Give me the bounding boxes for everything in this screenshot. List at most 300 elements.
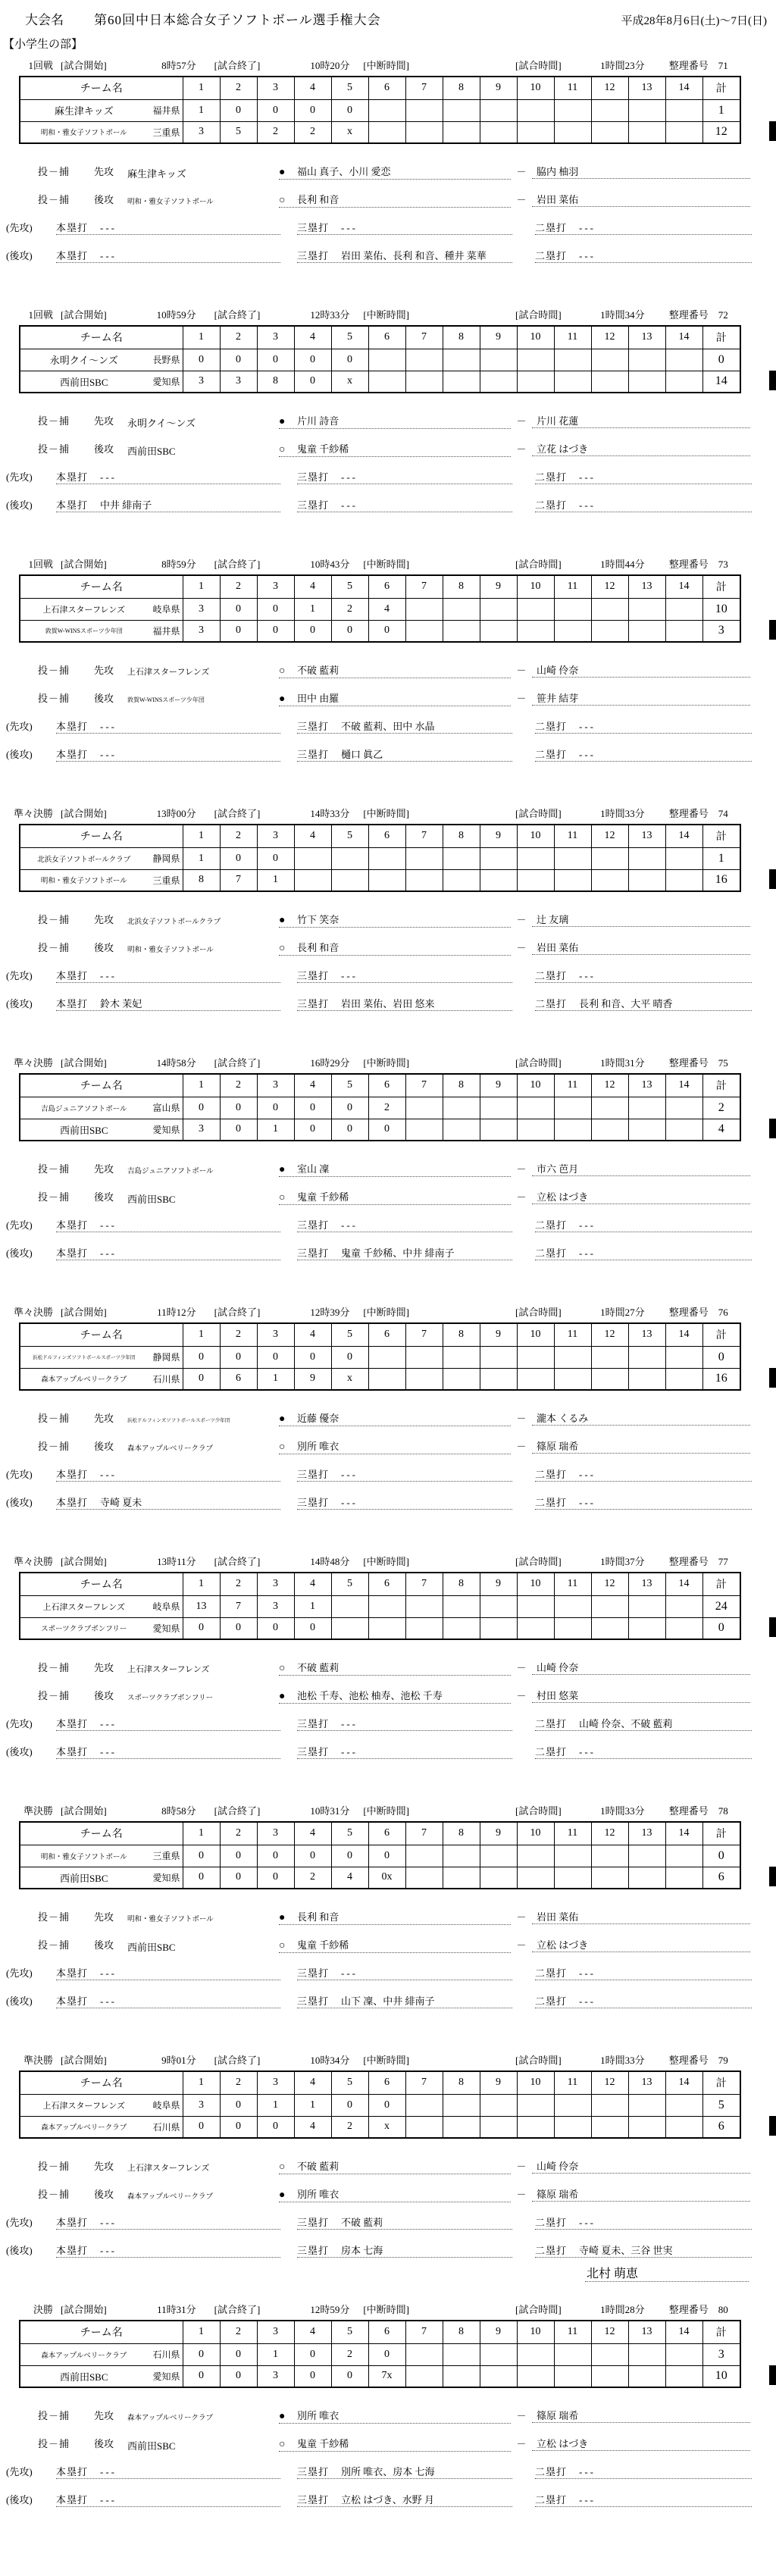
pitcher-names: 別所 唯衣 <box>297 1441 340 1452</box>
pitcher-field <box>279 192 511 208</box>
start-time-label: [試合開始] <box>61 2304 107 2315</box>
battery-separator: － <box>516 443 527 455</box>
inning-cell <box>443 2343 480 2365</box>
team-name: 西前田SBC <box>59 2371 108 2383</box>
start-time-label: [試合開始] <box>61 1307 107 1318</box>
round-label: 決勝 <box>33 2304 53 2315</box>
inning-column-header: 11 <box>554 2071 591 2094</box>
win-loss-mark: ○ <box>279 1441 286 1453</box>
game-block <box>0 2302 776 2510</box>
catcher-field <box>532 413 750 428</box>
duration-value: 1時間28分 <box>600 2304 645 2315</box>
inning-cell: 0 <box>183 1368 220 1390</box>
battery-separator: － <box>516 1163 527 1175</box>
catcher-name: 市六 芭月 <box>537 1163 579 1175</box>
battery-team-name: 明和・雅女子ソフトボール <box>127 199 214 206</box>
interruption-label: [中断時間] <box>363 559 410 570</box>
double-value: --- <box>579 250 596 261</box>
team-prefecture: 石川県 <box>152 1373 180 1385</box>
team-cell-content <box>20 2099 183 2111</box>
inning-cell: 0 <box>257 847 294 869</box>
inning-cell <box>628 598 665 620</box>
end-time-label: [試合終了] <box>214 2304 261 2315</box>
inning-column-header: 1 <box>183 2321 220 2343</box>
homerun-label: 本塁打 <box>56 222 89 233</box>
inning-column-header: 8 <box>443 2321 480 2343</box>
battery-row <box>38 441 776 459</box>
triple-field <box>297 1466 512 1482</box>
battery-side-label: 後攻 <box>94 443 114 455</box>
game-header <box>0 806 776 821</box>
battery-side-label: 先攻 <box>94 1911 114 1923</box>
inning-column-header: 3 <box>257 1822 294 1845</box>
total-column-header: 計 <box>702 1074 740 1097</box>
battery-team-name: 森本アップルベリークラブ <box>127 1445 213 1453</box>
page-edge-mark <box>769 1119 776 1138</box>
pitcher-field <box>279 164 511 180</box>
serial-number-label: 整理番号 <box>668 2055 709 2066</box>
inning-cell <box>628 121 665 143</box>
inning-cell <box>665 1617 702 1639</box>
start-time-label: [試合開始] <box>61 1805 107 1817</box>
triple-value: --- <box>341 1469 358 1480</box>
team-prefecture: 静岡県 <box>152 853 180 864</box>
triple-field <box>297 1716 512 1731</box>
team-cell <box>20 371 183 393</box>
inning-cell: 3 <box>220 371 257 393</box>
triple-value: 立松 はづき、水野 月 <box>341 2494 434 2506</box>
hits-side-label: (先攻) <box>6 970 33 981</box>
inning-cell: 0 <box>257 1867 294 1889</box>
inning-column-header: 6 <box>368 77 405 99</box>
inning-cell: 0 <box>183 2343 220 2365</box>
score-table <box>19 574 741 643</box>
inning-cell: 2 <box>331 598 368 620</box>
triple-value: --- <box>341 1219 358 1231</box>
inning-cell: 0 <box>183 1845 220 1867</box>
homerun-field <box>56 2464 280 2479</box>
homerun-value: 中井 緋南子 <box>100 499 152 511</box>
inning-cell <box>628 2094 665 2116</box>
inning-cell: 0x <box>368 1867 405 1889</box>
catcher-field <box>532 690 750 706</box>
inning-cell <box>665 2365 702 2387</box>
battery-team-name: 浜松ドルフィンズソフトボールスポーツ少年団 <box>127 1417 230 1423</box>
catcher-field <box>532 912 750 927</box>
inning-column-header: 11 <box>554 1074 591 1097</box>
battery-label: 投－捕 <box>38 1163 70 1175</box>
double-value: --- <box>579 721 596 732</box>
hits-side-label: (後攻) <box>6 499 33 511</box>
inning-cell <box>554 2116 591 2138</box>
inning-cell <box>443 847 480 869</box>
battery-team-name: 明和・雅女子ソフトボール <box>127 947 214 954</box>
score-table <box>19 1322 741 1391</box>
pitcher-field <box>279 2436 511 2452</box>
catcher-name: 村田 悠菜 <box>537 1690 579 1701</box>
inning-column-header: 12 <box>591 1573 628 1595</box>
inning-cell <box>405 2365 443 2387</box>
serial-number-value: 76 <box>718 1307 728 1318</box>
battery-separator: － <box>516 2410 527 2421</box>
team-cell-content <box>20 624 183 637</box>
inning-cell: 2 <box>368 1097 405 1119</box>
battery-row <box>38 413 776 431</box>
inning-column-header: 10 <box>517 2321 554 2343</box>
team-row <box>20 1346 740 1368</box>
inning-cell: 0 <box>294 1119 331 1141</box>
win-loss-mark: ○ <box>279 2161 286 2173</box>
inning-cell: 0 <box>331 1346 368 1368</box>
inning-cell: 0 <box>294 99 331 121</box>
serial-number-value: 77 <box>718 1556 728 1567</box>
inning-column-header: 13 <box>628 1323 665 1346</box>
team-row <box>20 869 740 891</box>
triple-label: 三塁打 <box>297 471 330 483</box>
team-total: 16 <box>702 1368 740 1390</box>
inning-cell <box>591 1595 628 1617</box>
inning-column-header: 4 <box>294 1323 331 1346</box>
inning-cell <box>405 349 443 371</box>
inning-column-header: 12 <box>591 77 628 99</box>
end-time-value: 12時33分 <box>310 309 350 321</box>
team-name: 敦賀W-WINSスポーツ少年団 <box>45 627 123 634</box>
hits-continuation-row <box>0 2264 776 2282</box>
battery-separator: － <box>516 1413 527 1424</box>
battery-side-label: 後攻 <box>94 942 114 953</box>
battery-side-label: 後攻 <box>94 194 114 205</box>
inning-cell <box>665 1595 702 1617</box>
inning-cell: 1 <box>183 99 220 121</box>
serial-number-label: 整理番号 <box>668 1307 709 1318</box>
inning-column-header: 11 <box>554 1323 591 1346</box>
double-value: --- <box>579 471 596 483</box>
triple-label: 三塁打 <box>297 721 330 732</box>
homerun-field <box>56 248 280 263</box>
battery-separator: － <box>516 2438 527 2449</box>
inning-column-header: 5 <box>331 1573 368 1595</box>
double-field <box>535 469 752 484</box>
inning-cell <box>443 620 480 642</box>
inning-cell <box>665 2116 702 2138</box>
inning-column-header: 2 <box>220 1822 257 1845</box>
team-total: 0 <box>702 1346 740 1368</box>
extra-base-hits-row <box>0 1217 776 1235</box>
double-field <box>535 1716 752 1731</box>
inning-column-header: 7 <box>405 326 443 349</box>
team-name: 森本アップルベリークラブ <box>41 2352 127 2360</box>
homerun-field <box>56 1245 280 1260</box>
double-field <box>535 1495 752 1510</box>
inning-cell: 13 <box>183 1595 220 1617</box>
inning-column-header: 6 <box>368 1323 405 1346</box>
extra-base-hits-row <box>0 220 776 238</box>
inning-column-header: 10 <box>517 77 554 99</box>
catcher-name: 山崎 伶奈 <box>537 1662 579 1673</box>
homerun-value: --- <box>100 2245 117 2256</box>
homerun-value: --- <box>100 1469 117 1480</box>
inning-column-header: 13 <box>628 1074 665 1097</box>
team-name-column-header: チーム名 <box>20 575 183 598</box>
homerun-label: 本塁打 <box>56 1247 89 1259</box>
double-field <box>535 1217 752 1232</box>
inning-column-header: 9 <box>480 825 517 847</box>
inning-cell <box>591 598 628 620</box>
inning-cell <box>294 847 331 869</box>
inning-cell <box>517 2343 554 2365</box>
double-value: --- <box>579 1497 596 1508</box>
inning-column-header: 4 <box>294 1573 331 1595</box>
inning-column-header: 6 <box>368 1573 405 1595</box>
game-block <box>0 307 776 515</box>
inning-cell: 7x <box>368 2365 405 2387</box>
double-value: --- <box>579 222 596 233</box>
battery-side-label: 後攻 <box>94 2438 114 2449</box>
team-name: 北浜女子ソフトボールクラブ <box>37 856 131 864</box>
team-total: 5 <box>702 2094 740 2116</box>
catcher-name: 立松 はづき <box>537 1191 589 1203</box>
inning-cell <box>628 1119 665 1141</box>
inning-cell <box>665 1368 702 1390</box>
inning-cell <box>443 1119 480 1141</box>
homerun-label: 本塁打 <box>56 2217 89 2228</box>
inning-cell: 3 <box>183 121 220 143</box>
score-table <box>19 76 741 144</box>
inning-column-header: 11 <box>554 326 591 349</box>
homerun-field <box>56 469 280 484</box>
catcher-field <box>532 2408 750 2423</box>
inning-column-header: 13 <box>628 2071 665 2094</box>
duration-label: [試合時間] <box>515 1556 562 1567</box>
inning-column-header: 8 <box>443 1074 480 1097</box>
page-edge-mark <box>769 121 776 141</box>
inning-cell <box>443 1097 480 1119</box>
win-loss-mark: ● <box>279 1413 286 1425</box>
inning-cell <box>517 620 554 642</box>
triple-field <box>297 2492 512 2507</box>
inning-cell: 1 <box>257 1368 294 1390</box>
inning-cell <box>591 847 628 869</box>
inning-column-header: 3 <box>257 77 294 99</box>
inning-cell <box>554 869 591 891</box>
inning-column-header: 13 <box>628 1573 665 1595</box>
inning-cell <box>628 1617 665 1639</box>
battery-label: 投－捕 <box>38 443 70 455</box>
hits-side-label: (先攻) <box>6 1718 33 1729</box>
team-total: 3 <box>702 620 740 642</box>
homerun-field <box>56 497 280 512</box>
team-cell <box>20 99 183 121</box>
homerun-label: 本塁打 <box>56 970 89 981</box>
inning-column-header: 1 <box>183 1323 220 1346</box>
inning-cell <box>480 2343 517 2365</box>
team-name: 浜松ドルフィンズソフトボールスポーツ少年団 <box>33 1355 136 1360</box>
inning-column-header: 4 <box>294 825 331 847</box>
serial-number-label: 整理番号 <box>668 1805 709 1817</box>
double-label: 二塁打 <box>535 1469 568 1480</box>
duration-value: 1時間33分 <box>600 2055 645 2066</box>
inning-cell <box>628 2365 665 2387</box>
inning-column-header: 13 <box>628 575 665 598</box>
end-time-value: 10時34分 <box>310 2055 350 2066</box>
score-table <box>19 325 741 393</box>
hits-side-label: (後攻) <box>6 2245 33 2256</box>
double-value: --- <box>579 749 596 760</box>
team-name: 麻生津キッズ <box>54 105 114 117</box>
start-time-label: [試合開始] <box>61 2055 107 2066</box>
inning-cell <box>405 2116 443 2138</box>
duration-label: [試合時間] <box>515 1057 562 1069</box>
total-column-header: 計 <box>702 575 740 598</box>
inning-cell: 0 <box>331 2365 368 2387</box>
double-label: 二塁打 <box>535 1497 568 1508</box>
inning-cell <box>480 598 517 620</box>
battery-team-name: 上石津スターフレンズ <box>127 1665 210 1674</box>
round-label: 1回戦 <box>28 559 53 570</box>
inning-cell <box>554 99 591 121</box>
team-row <box>20 1119 740 1141</box>
interruption-label: [中断時間] <box>363 1307 410 1318</box>
inning-column-header: 13 <box>628 326 665 349</box>
hits-side-label: (後攻) <box>6 250 33 261</box>
catcher-name: 片川 花蓮 <box>537 415 579 427</box>
catcher-field <box>532 2436 750 2451</box>
team-cell-content <box>20 1351 183 1363</box>
pitcher-names: 別所 唯衣 <box>297 2189 340 2200</box>
battery-side-label: 先攻 <box>94 1662 114 1673</box>
inning-column-header: 12 <box>591 2321 628 2343</box>
duration-value: 1時間33分 <box>600 808 645 819</box>
team-row <box>20 2365 740 2387</box>
total-column-header: 計 <box>702 326 740 349</box>
inning-column-header: 14 <box>665 2071 702 2094</box>
double-label: 二塁打 <box>535 1746 568 1758</box>
team-row <box>20 371 740 393</box>
inning-cell <box>480 869 517 891</box>
team-name-column-header: チーム名 <box>20 2321 183 2343</box>
homerun-label: 本塁打 <box>56 471 89 483</box>
team-name-column-header: チーム名 <box>20 326 183 349</box>
duration-label: [試合時間] <box>515 60 562 71</box>
team-cell <box>20 2365 183 2387</box>
team-total: 1 <box>702 99 740 121</box>
double-label: 二塁打 <box>535 222 568 233</box>
inning-cell <box>591 1368 628 1390</box>
homerun-field <box>56 2492 280 2507</box>
inning-cell <box>368 1346 405 1368</box>
game-header <box>0 1304 776 1319</box>
battery-separator: － <box>516 2189 527 2200</box>
pitcher-field <box>279 1410 511 1426</box>
inning-cell <box>517 2094 554 2116</box>
inning-cell <box>591 371 628 393</box>
hits-side-label: (後攻) <box>6 1746 33 1758</box>
team-prefecture: 長野県 <box>152 355 180 365</box>
start-time-label: [試合開始] <box>61 309 107 321</box>
inning-cell <box>294 869 331 891</box>
catcher-name: 立花 はづき <box>537 443 589 455</box>
homerun-field <box>56 747 280 762</box>
inning-cell <box>480 349 517 371</box>
team-cell <box>20 1346 183 1368</box>
inning-cell <box>405 2094 443 2116</box>
duration-value: 1時間23分 <box>600 60 645 71</box>
double-field <box>535 2214 752 2230</box>
inning-column-header: 9 <box>480 1074 517 1097</box>
team-cell-content <box>20 1373 183 1385</box>
inning-cell <box>554 1867 591 1889</box>
serial-number-value: 73 <box>718 559 728 570</box>
homerun-field <box>56 996 280 1011</box>
battery-row <box>38 2436 776 2454</box>
inning-column-header: 12 <box>591 2071 628 2094</box>
duration-value: 1時間27分 <box>600 1307 645 1318</box>
inning-cell <box>554 1617 591 1639</box>
triple-field <box>297 1965 512 1980</box>
inning-cell: 7 <box>220 1595 257 1617</box>
start-time-value: 14時58分 <box>156 1057 196 1069</box>
team-name: 上石津スターフレンズ <box>42 1602 125 1612</box>
team-cell <box>20 1867 183 1889</box>
win-loss-mark: ○ <box>279 195 286 206</box>
homerun-label: 本塁打 <box>56 998 89 1009</box>
inning-cell: 6 <box>220 1368 257 1390</box>
win-loss-mark: ○ <box>279 943 286 954</box>
extra-base-hits-row <box>0 469 776 487</box>
serial-number-label: 整理番号 <box>668 1556 709 1567</box>
inning-cell <box>405 869 443 891</box>
inning-column-header: 7 <box>405 77 443 99</box>
team-prefecture: 岐阜県 <box>152 2100 180 2111</box>
inning-column-header: 7 <box>405 1323 443 1346</box>
inning-cell <box>628 2343 665 2365</box>
team-row <box>20 99 740 121</box>
triple-value: --- <box>341 222 358 233</box>
inning-column-header: 11 <box>554 77 591 99</box>
inning-cell: 0 <box>220 1845 257 1867</box>
inning-column-header: 4 <box>294 1074 331 1097</box>
inning-column-header: 6 <box>368 1822 405 1845</box>
inning-column-header: 6 <box>368 2321 405 2343</box>
team-total: 2 <box>702 1097 740 1119</box>
team-name: 森本アップルベリークラブ <box>41 1376 127 1385</box>
team-cell-content <box>20 874 183 887</box>
inning-cell <box>405 1617 443 1639</box>
inning-cell <box>665 371 702 393</box>
battery-row <box>38 690 776 709</box>
serial-number-label: 整理番号 <box>668 309 709 321</box>
inning-cell <box>665 598 702 620</box>
pitcher-field <box>279 1909 511 1925</box>
team-row <box>20 847 740 869</box>
inning-column-header: 9 <box>480 1822 517 1845</box>
inning-cell <box>665 1346 702 1368</box>
game-block <box>0 806 776 1014</box>
battery-row <box>38 1660 776 1678</box>
game-header <box>0 1055 776 1070</box>
inning-cell: 0 <box>294 371 331 393</box>
double-value: 寺崎 夏未、三谷 世実 <box>579 2245 673 2256</box>
double-label: 二塁打 <box>535 2217 568 2228</box>
inning-cell <box>443 121 480 143</box>
serial-number-label: 整理番号 <box>668 559 709 570</box>
end-time-label: [試合終了] <box>214 60 261 71</box>
page-edge-mark <box>769 869 776 889</box>
double-field <box>535 1245 752 1260</box>
triple-label: 三塁打 <box>297 970 330 981</box>
team-total: 14 <box>702 371 740 393</box>
end-time-value: 10時31分 <box>310 1805 350 1817</box>
